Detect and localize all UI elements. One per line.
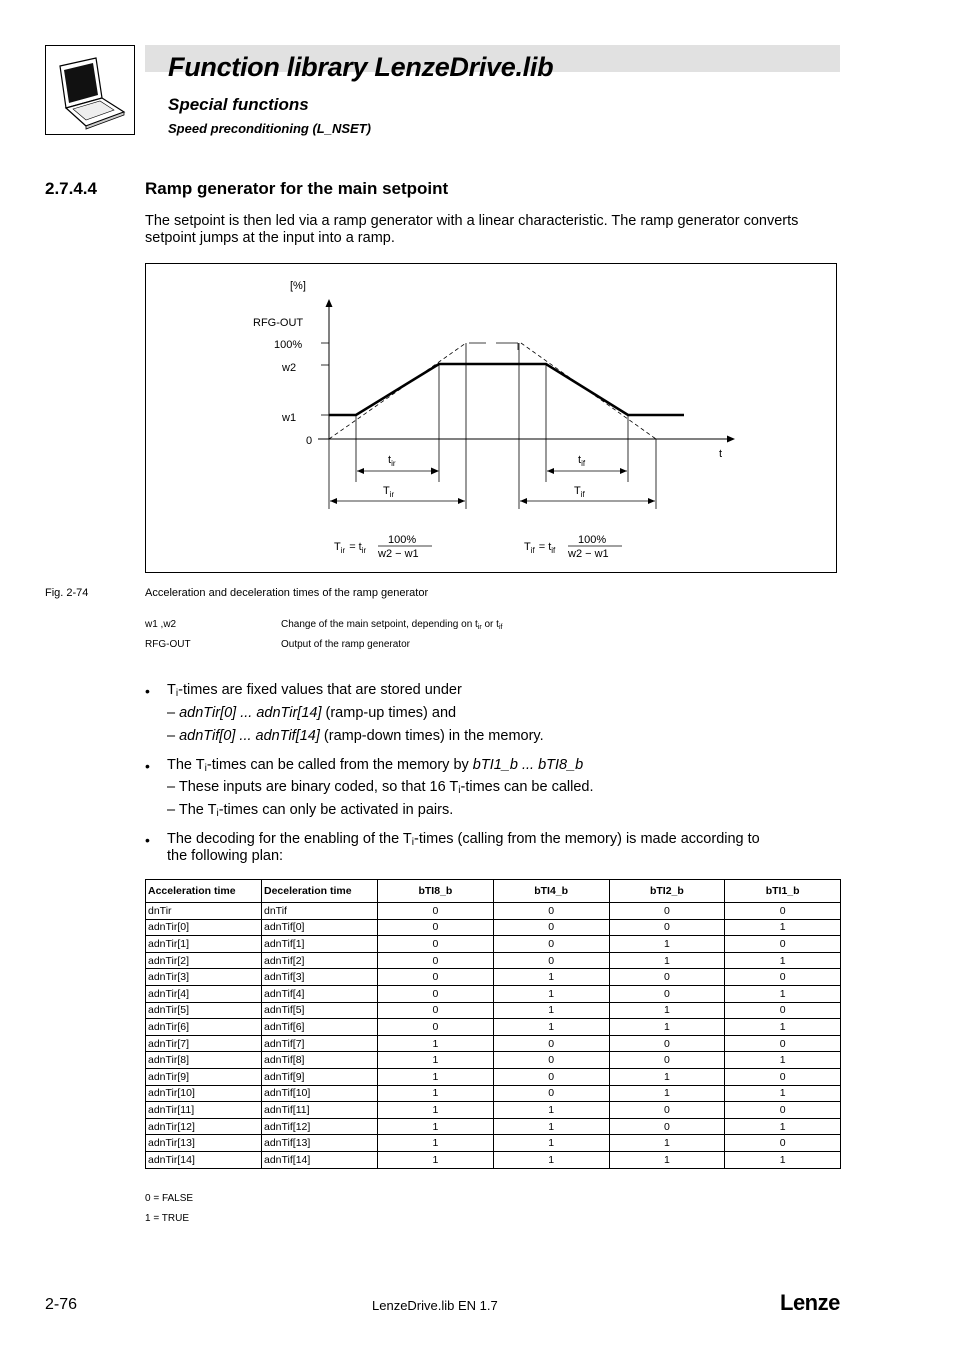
- section-number: 2.7.4.4: [45, 179, 97, 198]
- table-cell: 0: [493, 903, 609, 920]
- figure-number: Fig. 2-74: [45, 587, 89, 599]
- table-cell: 1: [493, 969, 609, 986]
- table-row: [146, 1052, 841, 1069]
- table-cell: 0: [378, 1019, 494, 1036]
- table-cell: 0: [725, 1035, 841, 1052]
- table-cell: adnTif[0]: [262, 919, 378, 936]
- table-cell: 0: [493, 936, 609, 953]
- table-cell: adnTir[13]: [146, 1135, 262, 1152]
- table-header-row: [146, 880, 841, 903]
- bullet-dot: •: [145, 758, 150, 774]
- table-cell: adnTir[7]: [146, 1035, 262, 1052]
- table-cell: 1: [609, 1085, 725, 1102]
- bullet-1-line-2: – adnTif[0] ... adnTif[14] (ramp-down times) in the memory.: [167, 728, 544, 744]
- bullet-dot: •: [145, 832, 150, 848]
- bullet-2-text: The $T_i$-times can be called from the memory by bTI1_b ... bTI8_b: [167, 757, 584, 774]
- table-cell: 1: [493, 1002, 609, 1019]
- table-row: [146, 1085, 841, 1102]
- brand-logo: Lenze: [780, 1290, 840, 1315]
- bullet-3-text: The decoding for the enabling of the $T_i$-times (calling from the memory) is made according to: [167, 831, 760, 848]
- intro-paragraph: The setpoint is then led via a ramp generator with a linear characteristic. The ramp generator converts setpoint jumps at the input into a ramp.: [145, 213, 799, 246]
- table-cell: adnTir[12]: [146, 1118, 262, 1135]
- table-cell: 0: [378, 985, 494, 1002]
- table-cell: 1: [378, 1052, 494, 1069]
- figure-caption: Acceleration and deceleration times of the ramp generator: [145, 587, 429, 599]
- formula-right-numerator: 100%: [578, 534, 607, 546]
- table-cell: 0: [725, 903, 841, 920]
- false-note: 0 = FALSE: [145, 1193, 194, 1204]
- table-row: [146, 1118, 841, 1135]
- table-cell: 1: [725, 985, 841, 1002]
- table-cell: 1: [378, 1118, 494, 1135]
- table-row: [146, 1002, 841, 1019]
- table-row: [146, 1019, 841, 1036]
- table-cell: adnTif[11]: [262, 1102, 378, 1119]
- table-cell: 0: [493, 1052, 609, 1069]
- table-cell: 1: [378, 1135, 494, 1152]
- table-cell: adnTir[3]: [146, 969, 262, 986]
- document-id: LenzeDrive.lib EN 1.7: [372, 1298, 498, 1313]
- table-cell: 1: [609, 1002, 725, 1019]
- label-zero: 0: [306, 435, 313, 447]
- table-cell: 1: [725, 1085, 841, 1102]
- table-row: [146, 936, 841, 953]
- table-cell: 1: [725, 1052, 841, 1069]
- bullet-2-line-2: – The $T_i$-times can only be activated in pairs.: [167, 802, 454, 819]
- table-cell: 0: [609, 969, 725, 986]
- table-cell: 0: [493, 1085, 609, 1102]
- table-cell: adnTif[13]: [262, 1135, 378, 1152]
- table-cell: adnTir[14]: [146, 1151, 262, 1168]
- table-cell: adnTif[4]: [262, 985, 378, 1002]
- table-cell: 0: [609, 1052, 725, 1069]
- t-ir-label: $t_{ir}$: [388, 454, 396, 468]
- column-header: bTI4_b: [493, 880, 609, 903]
- table-cell: 0: [725, 1002, 841, 1019]
- table-cell: 0: [378, 903, 494, 920]
- table-cell: adnTif[1]: [262, 936, 378, 953]
- legend-desc-rfg: Output of the ramp generator: [281, 639, 410, 650]
- section-subtitle: Speed preconditioning (L_NSET): [168, 121, 371, 136]
- table-cell: 1: [378, 1035, 494, 1052]
- table-cell: 0: [725, 936, 841, 953]
- table-cell: 1: [609, 1019, 725, 1036]
- table-cell: adnTif[2]: [262, 952, 378, 969]
- table-cell: 0: [609, 1102, 725, 1119]
- table-cell: 1: [378, 1151, 494, 1168]
- table-cell: 0: [378, 919, 494, 936]
- table-cell: 0: [493, 1068, 609, 1085]
- table-cell: adnTif[3]: [262, 969, 378, 986]
- table-cell: 1: [609, 952, 725, 969]
- table-cell: 1: [493, 1151, 609, 1168]
- true-note: 1 = TRUE: [145, 1213, 189, 1224]
- table-cell: adnTif[5]: [262, 1002, 378, 1019]
- table-cell: adnTif[7]: [262, 1035, 378, 1052]
- table-row: [146, 969, 841, 986]
- table-cell: 1: [493, 1019, 609, 1036]
- table-row: [146, 985, 841, 1002]
- table-cell: 1: [378, 1068, 494, 1085]
- column-header: bTI8_b: [378, 880, 494, 903]
- table-cell: 1: [378, 1085, 494, 1102]
- label-w2: w2: [282, 362, 297, 374]
- ramp-diagram: [146, 264, 836, 572]
- bullet-dot: •: [145, 683, 150, 699]
- table-row: [146, 919, 841, 936]
- legend-desc-w: Change of the main setpoint, depending on $t_{ir}$ or $t_{if}$: [281, 619, 503, 631]
- table-cell: 0: [378, 1002, 494, 1019]
- table-cell: adnTif[14]: [262, 1151, 378, 1168]
- table-cell: adnTir[10]: [146, 1085, 262, 1102]
- table-row: [146, 1135, 841, 1152]
- table-row: [146, 903, 841, 920]
- column-header: Acceleration time: [146, 880, 262, 903]
- table-cell: adnTir[8]: [146, 1052, 262, 1069]
- column-header: bTI2_b: [609, 880, 725, 903]
- table-cell: adnTir[5]: [146, 1002, 262, 1019]
- table-cell: 0: [609, 1035, 725, 1052]
- table-cell: 0: [609, 1118, 725, 1135]
- formula-right-denominator: w2 − w1: [568, 548, 609, 560]
- table-cell: 1: [609, 1068, 725, 1085]
- table-cell: 0: [609, 903, 725, 920]
- column-header: bTI1_b: [725, 880, 841, 903]
- column-header: Deceleration time: [262, 880, 378, 903]
- table-cell: 0: [493, 952, 609, 969]
- table-cell: 0: [609, 985, 725, 1002]
- table-cell: 1: [725, 1151, 841, 1168]
- table-cell: dnTir: [146, 903, 262, 920]
- table-cell: 1: [725, 1019, 841, 1036]
- bullet-3-line-2: the following plan:: [167, 848, 284, 864]
- legend-term-rfg: RFG-OUT: [145, 639, 191, 650]
- table-cell: adnTif[9]: [262, 1068, 378, 1085]
- table-cell: 0: [378, 952, 494, 969]
- table-cell: 1: [493, 1135, 609, 1152]
- table-cell: 1: [493, 1118, 609, 1135]
- formula-left-denominator: w2 − w1: [378, 548, 419, 560]
- formula-left-lhs: $T_{ir} = t_{ir}$: [334, 541, 367, 555]
- table-cell: adnTif[8]: [262, 1052, 378, 1069]
- page-number: 2-76: [45, 1296, 78, 1313]
- table-cell: 0: [725, 969, 841, 986]
- table-cell: adnTir[6]: [146, 1019, 262, 1036]
- table-cell: 1: [609, 1135, 725, 1152]
- table-cell: 0: [378, 936, 494, 953]
- table-row: [146, 1035, 841, 1052]
- label-100: 100%: [274, 339, 303, 351]
- table-cell: 0: [493, 1035, 609, 1052]
- table-cell: adnTir[11]: [146, 1102, 262, 1119]
- page-title: Function library LenzeDrive.lib: [168, 52, 554, 82]
- table-cell: 0: [725, 1102, 841, 1119]
- T-ir-label: $T_{ir}$: [383, 485, 395, 499]
- table-cell: adnTif[10]: [262, 1085, 378, 1102]
- table-cell: adnTir[9]: [146, 1068, 262, 1085]
- table-cell: 1: [378, 1102, 494, 1119]
- table-cell: 0: [378, 969, 494, 986]
- table-cell: 1: [609, 1151, 725, 1168]
- table-cell: 0: [725, 1135, 841, 1152]
- table-cell: adnTif[12]: [262, 1118, 378, 1135]
- decoding-table: [145, 879, 841, 1169]
- bullet-1-line-1: – adnTir[0] ... adnTir[14] (ramp-up times) and: [167, 705, 457, 721]
- ramp-figure: [145, 263, 837, 573]
- rfg-out-curve: [329, 364, 684, 415]
- table-cell: 1: [725, 952, 841, 969]
- section-title: Ramp generator for the main setpoint: [145, 179, 449, 198]
- t-if-label: $t_{if}$: [578, 454, 586, 468]
- bullet-2-line-1: – These inputs are binary coded, so that 16 $T_i$-times can be called.: [167, 779, 594, 796]
- table-cell: adnTir[0]: [146, 919, 262, 936]
- y-unit-label: [%]: [290, 280, 306, 292]
- table-cell: 1: [725, 919, 841, 936]
- table-row: [146, 1068, 841, 1085]
- label-w1: w1: [282, 412, 297, 424]
- legend-term-w: w1 ,w2: [145, 619, 177, 630]
- table-cell: 1: [493, 985, 609, 1002]
- table-cell: 0: [609, 919, 725, 936]
- bullet-1-text: $T_i$-times are fixed values that are stored under: [167, 682, 462, 699]
- table-cell: 0: [493, 919, 609, 936]
- label-t: t: [719, 448, 723, 460]
- laptop-icon: [45, 45, 135, 135]
- table-row: [146, 952, 841, 969]
- table-row: [146, 1102, 841, 1119]
- table-row: [146, 1151, 841, 1168]
- y-title-label: RFG-OUT: [253, 317, 304, 329]
- table-cell: 0: [725, 1068, 841, 1085]
- table-cell: 1: [609, 936, 725, 953]
- table-cell: adnTif[6]: [262, 1019, 378, 1036]
- chapter-subtitle: Special functions: [168, 95, 309, 114]
- table-cell: 1: [493, 1102, 609, 1119]
- table-cell: dnTif: [262, 903, 378, 920]
- T-if-label: $T_{if}$: [574, 485, 585, 499]
- table-cell: adnTir[2]: [146, 952, 262, 969]
- table-cell: adnTir[1]: [146, 936, 262, 953]
- formula-left-numerator: 100%: [388, 534, 417, 546]
- table-cell: adnTir[4]: [146, 985, 262, 1002]
- table-cell: 1: [725, 1118, 841, 1135]
- formula-right-lhs: $T_{if} = t_{if}$: [524, 541, 556, 555]
